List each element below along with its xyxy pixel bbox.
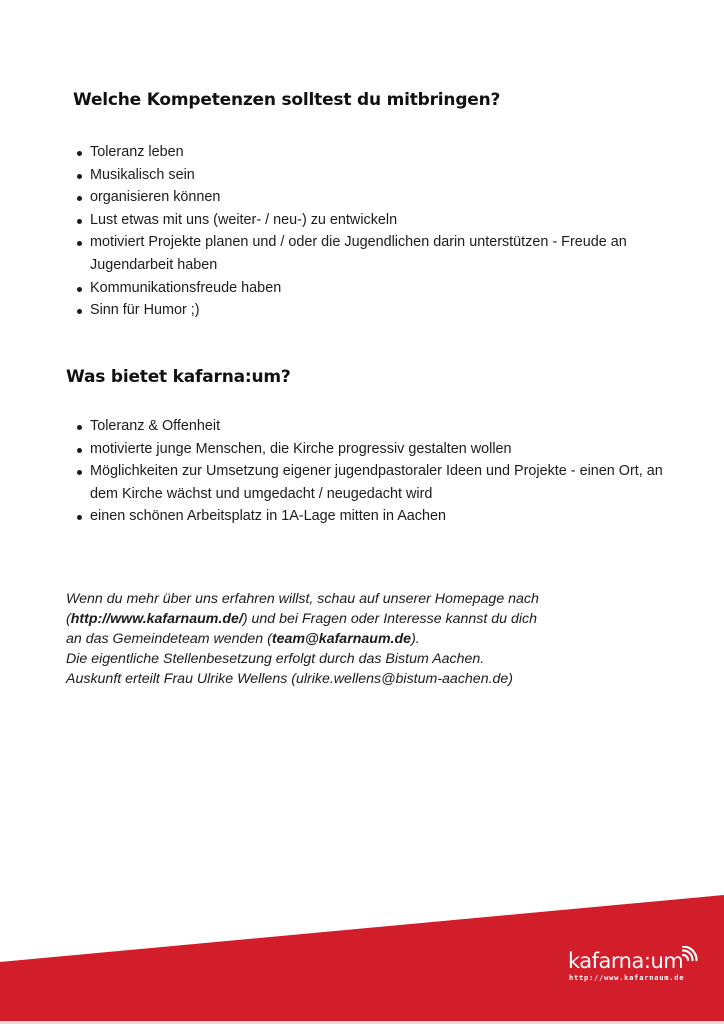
signal-waves-icon [681,946,699,964]
logo-wordmark: kafarna:um [568,949,684,973]
list-item: Musikalisch sein [75,164,675,187]
list-item: Toleranz & Offenheit [75,415,675,438]
kafarnaum-logo [567,946,702,986]
list-item: motivierte junge Menschen, die Kirche progressiv gestalten wollen [75,438,675,461]
contact-text: ). [411,631,420,647]
list-item: Möglichkeiten zur Umsetzung eigener jugendpastoraler Ideen und Projekte - einen Ort, an dem Kirche wächst und umgedacht / neugedacht wird [75,460,675,505]
logo-url: http://www.kafarnaum.de [569,974,685,982]
contact-line: Auskunft erteilt Frau Ulrike Wellens (ulrike.wellens@bistum-aachen.de) [66,671,514,687]
list-item: Kommunikationsfreude haben [75,277,675,300]
paren: ( [66,611,71,627]
list-item: organisieren können [75,186,675,209]
homepage-link[interactable]: http://www.kafarnaum.de/ [70,611,243,627]
list-item: motiviert Projekte planen und / oder die Jugendlichen darin unterstützen - Freude an Jugendarbeit haben [75,231,675,276]
contact-text: ) und bei Fragen oder Interesse kannst du dich [242,611,538,627]
offer-heading: Was bietet kafarna:um? [66,367,291,387]
list-item: Lust etwas mit uns (weiter- / neu-) zu entwickeln [75,209,675,232]
contact-line: Die eigentliche Stellenbesetzung erfolgt durch das Bistum Aachen. [66,651,485,667]
list-item: einen schönen Arbeitsplatz in 1A-Lage mitten in Aachen [75,505,675,528]
competencies-heading: Welche Kompetenzen solltest du mitbringen? [73,90,501,110]
list-item: Toleranz leben [75,141,675,164]
contact-line: Wenn du mehr über uns erfahren willst, schau auf unserer Homepage nach [66,591,539,607]
list-item: Sinn für Humor ;) [75,299,675,322]
contact-text: an das Gemeindeteam wenden ( [66,631,272,647]
team-email-link[interactable]: team@kafarnaum.de [271,631,412,647]
